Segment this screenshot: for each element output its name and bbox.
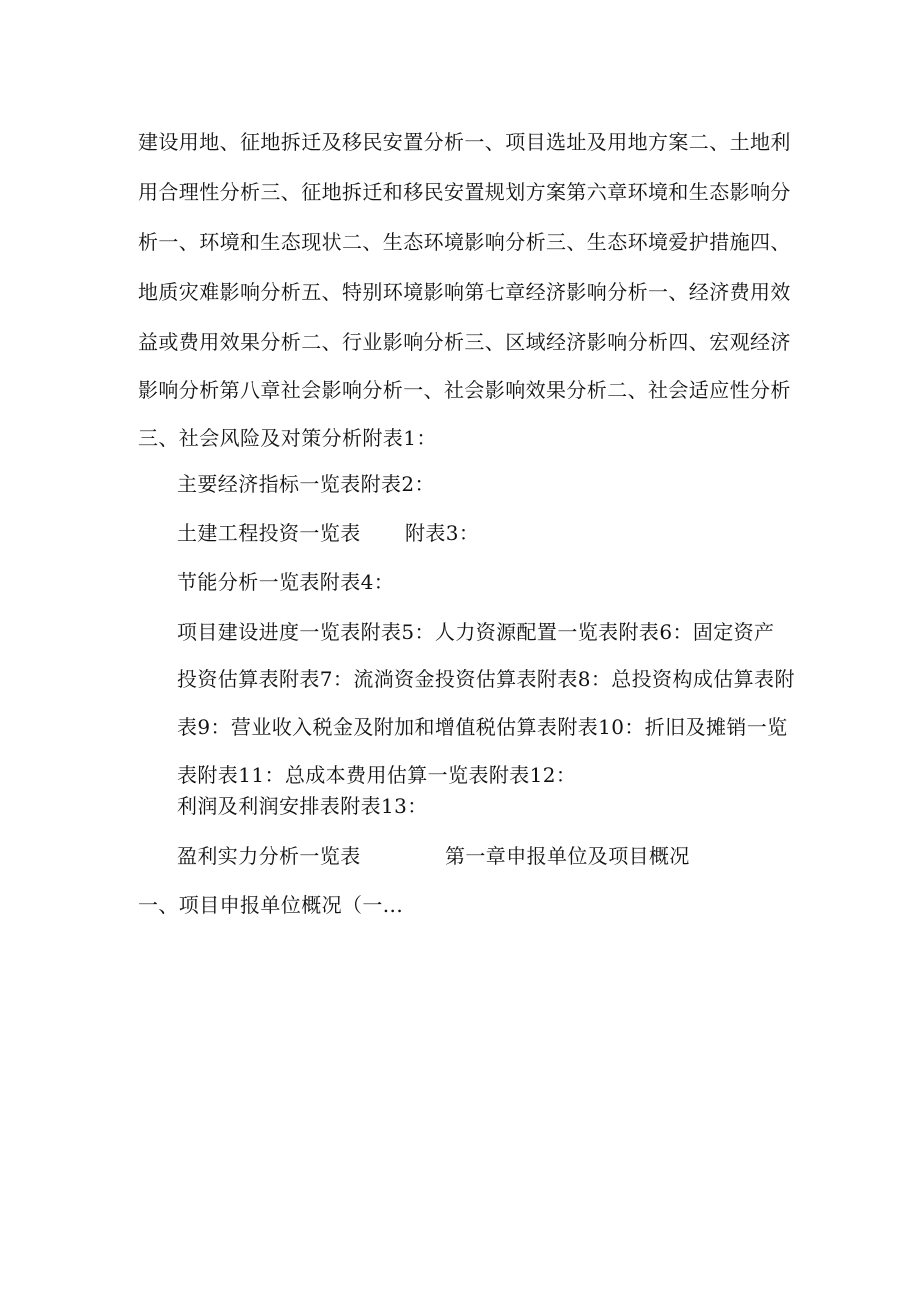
appendix-2-title: 土建工程投资一览表 <box>177 521 361 545</box>
section-heading: 一、项目申报单位概况（一... <box>138 893 404 917</box>
appendix-line-7: 表附表11：总成本费用估算一览表附表12： <box>177 763 577 787</box>
appendix-line-3: 节能分析一览表附表4： <box>177 570 395 594</box>
text-line-7: 三、社会风险及对策分析附表1： <box>138 426 437 450</box>
appendix-line-6: 表9：营业收入税金及附加和增值税估算表附表10：折旧及摊销一览 <box>177 715 788 739</box>
text-line-4: 地质灾难影响分析五、特别环境影响第七章经济影响分析一、经济费用效 <box>138 280 791 304</box>
chapter-1-heading: 第一章申报单位及项目概况 <box>445 844 690 868</box>
text-line-5: 益或费用效果分析二、行业影响分析三、区域经济影响分析四、宏观经济 <box>138 330 791 354</box>
text-line-2: 用合理性分析三、征地拆迁和移民安置规划方案第六章环境和生态影响分 <box>138 180 791 204</box>
appendix-line-1: 主要经济指标一览表附表2： <box>177 472 435 496</box>
appendix-line-8: 利润及利润安排表附表13： <box>177 794 428 818</box>
text-line-3: 析一、环境和生态现状二、生态环境影响分析三、生态环境爱护措施四、 <box>138 230 791 254</box>
text-line-1: 建设用地、征地拆迁及移民安置分析一、项目选址及用地方案二、土地利 <box>138 130 791 154</box>
text-line-6: 影响分析第八章社会影响分析一、社会影响效果分析二、社会适应性分析 <box>138 378 791 402</box>
appendix-line-4: 项目建设进度一览表附表5：人力资源配置一览表附表6：固定资产 <box>177 620 775 644</box>
appendix-3-label: 附表3： <box>405 521 480 545</box>
appendix-13-title: 盈利实力分析一览表 <box>177 844 361 868</box>
appendix-line-5: 投资估算表附表7：流淌资金投资估算表附表8：总投资构成估算表附 <box>177 667 795 691</box>
